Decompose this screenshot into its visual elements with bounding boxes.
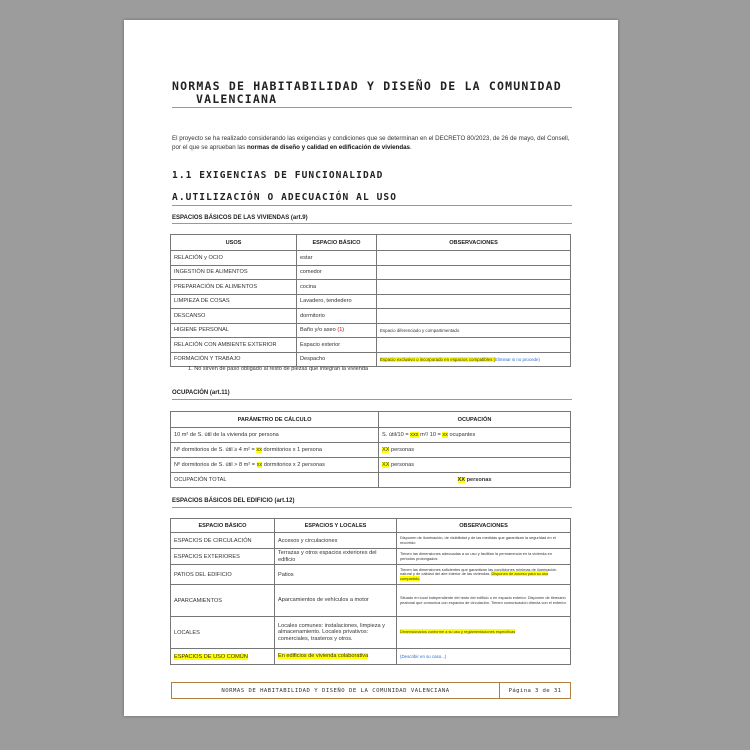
- intro-text-end: .: [410, 144, 412, 151]
- table-row: [171, 617, 571, 649]
- table-row: [171, 352, 571, 367]
- table-row: [171, 280, 571, 295]
- highlight-text: xx: [256, 462, 263, 468]
- vivienda-table: [170, 234, 571, 367]
- page-footer: [171, 682, 571, 699]
- cell-espacio: ESPACIOS EXTERIORES: [171, 549, 275, 565]
- cell-obs: [377, 251, 571, 266]
- cell-obs: [377, 280, 571, 295]
- cell-obs: [377, 294, 571, 309]
- cell-obs: [397, 565, 571, 585]
- table-row: [171, 265, 571, 280]
- cell-espacio: Espacio exterior: [297, 338, 377, 353]
- cell-obs: [397, 617, 571, 649]
- cell-ocupacion: [379, 458, 571, 473]
- cell-obs: [377, 352, 571, 367]
- highlight-text: Espacio exclusivo o incorporado en espacios compatibles (: [380, 356, 495, 362]
- value-text: personas: [389, 447, 415, 453]
- highlight-text: XX: [382, 447, 390, 453]
- col-header: PARÁMETRO DE CÁLCULO: [171, 412, 379, 428]
- placeholder-note: (Describir en su caso...): [400, 653, 447, 659]
- cell-obs: Espacio diferenciado y compartimentado: [377, 323, 571, 338]
- param-text: dormitorios x 1 persona: [261, 447, 322, 453]
- cell-locales: [275, 649, 397, 665]
- cell-uso: HIGIENE PERSONAL: [171, 323, 297, 338]
- param-text: Nº dormitorios de S. útil ≥ 4 m² =: [174, 447, 257, 453]
- table-row: [171, 458, 571, 473]
- cell-ocupacion: [379, 443, 571, 458]
- document-page: [124, 20, 618, 716]
- table-row: [171, 585, 571, 617]
- cell-param: OCUPACIÓN TOTAL: [171, 473, 379, 488]
- table-row: [171, 428, 571, 443]
- cell-uso: DESCANSO: [171, 309, 297, 324]
- table-row: [171, 473, 571, 488]
- table-row: [171, 533, 571, 549]
- cell-espacio: [171, 649, 275, 665]
- vivienda-footnote: 1. No sirven de paso obligado al resto de piezas que integran la vivienda: [188, 366, 369, 372]
- intro-text: El proyecto se ha realizado considerando las exigencias y condiciones que se determinan en el DECRETO 80/2023, de 26 de mayo, del Consell, por el que se aprueban las: [172, 135, 570, 151]
- cell-param: [171, 443, 379, 458]
- cell-obs: [377, 309, 571, 324]
- cell-espacio: dormitorio: [297, 309, 377, 324]
- title-line-1: NORMAS DE HABITABILIDAD Y DISEÑO DE LA COMUNIDAD: [172, 79, 562, 93]
- obs-text: Tienen las dimensiones suficientes que garantizan las condiciones mínimas de iluminación natural y de calidad del aire interior de las viviendas.: [400, 566, 557, 577]
- param-text: dormitorios x 2 personas: [262, 462, 325, 468]
- cell-locales: Accesos y circulaciones: [275, 533, 397, 549]
- espacio-text: Baño y/o aseo: [300, 327, 336, 334]
- cell-param: 10 m² de S. útil de la vivienda por persona: [171, 428, 379, 443]
- value-text: personas: [389, 462, 415, 468]
- title-rule: [172, 107, 572, 108]
- intro-paragraph: [172, 134, 574, 152]
- edificio-heading: ESPACIOS BÁSICOS DEL EDIFICIO (art.12): [172, 498, 295, 504]
- table-row: [171, 294, 571, 309]
- footnote-ref: (1): [337, 327, 345, 334]
- cell-espacio: Despacho: [297, 352, 377, 367]
- value-text: personas: [465, 477, 492, 483]
- cell-uso: RELACIÓN y OCIO: [171, 251, 297, 266]
- highlight-text: XX: [457, 477, 466, 483]
- cell-locales: Locales comunes: instalaciones, limpieza y almacenamiento. Locales privativos: comerciales, trasteros y otros.: [275, 617, 397, 649]
- col-header: ESPACIO BÁSICO: [297, 235, 377, 251]
- cell-espacio: LOCALES: [171, 617, 275, 649]
- highlight-text: Disponen de acceso para su uso compartido.: [400, 571, 549, 581]
- table-row: [171, 443, 571, 458]
- cell-obs: [377, 265, 571, 280]
- table-header: [171, 235, 571, 251]
- col-header: OCUPACIÓN: [379, 412, 571, 428]
- title-line-2: VALENCIANA: [196, 92, 278, 106]
- highlight-text: XX: [382, 462, 390, 468]
- cell-obs: Tienen las dimensiones adecuadas a su uso y facilitan la permanencia en la vivienda en periodos prolongados: [397, 549, 571, 565]
- table-row: [171, 338, 571, 353]
- highlight-text: ESPACIOS DE USO COMÚN: [174, 653, 248, 660]
- col-header: ESPACIOS Y LOCALES: [275, 519, 397, 533]
- cell-uso: PREPARACIÓN DE ALIMENTOS: [171, 280, 297, 295]
- document-title: [172, 80, 592, 106]
- placeholder-note: Eliminar si no procede): [494, 356, 540, 362]
- footer-title: NORMAS DE HABITABILIDAD Y DISEÑO DE LA COMUNIDAD VALENCIANA: [221, 687, 450, 694]
- cell-espacio: APARCAMIENTOS: [171, 585, 275, 617]
- table-row: [171, 549, 571, 565]
- value-text: ocupantes: [447, 432, 476, 438]
- vivienda-rule: [172, 223, 572, 224]
- cell-espacio: Lavadero, tendedero: [297, 294, 377, 309]
- cell-obs: Situado en local independiente del resto del edificio o en espacio exterior. Disponen de itinerario peatonal que comunica con espacios de circulación. Tienen comunicación directa con el exterior.: [397, 585, 571, 617]
- highlight-text: En edificios de vivienda colaborativa: [278, 653, 369, 660]
- cell-ocupacion: [379, 428, 571, 443]
- table-row: [171, 565, 571, 585]
- page-number: Página 3 de 31: [499, 683, 570, 698]
- cell-espacio: PATIOS DEL EDIFICIO: [171, 565, 275, 585]
- vivienda-heading: ESPACIOS BÁSICOS DE LAS VIVIENDAS (art.9): [172, 215, 308, 221]
- col-header: OBSERVACIONES: [397, 519, 571, 533]
- cell-obs: Disponen de iluminación, de visibilidad y de las medidas que garantizan la seguridad en el recorrido: [397, 533, 571, 549]
- table-header: [171, 412, 571, 428]
- ocupacion-heading: OCUPACIÓN (art.11): [172, 390, 230, 396]
- cell-obs: [397, 649, 571, 665]
- highlight-text: xx: [442, 432, 448, 438]
- cell-ocupacion: [379, 473, 571, 488]
- cell-espacio: cocina: [297, 280, 377, 295]
- cell-espacio: ESPACIOS DE CIRCULACIÓN: [171, 533, 275, 549]
- cell-uso: FORMACIÓN Y TRABAJO: [171, 352, 297, 367]
- edificio-rule: [172, 507, 572, 508]
- value-text: S. útil/10 =: [382, 432, 411, 438]
- cell-espacio: comedor: [297, 265, 377, 280]
- cell-param: [171, 458, 379, 473]
- cell-uso: INGESTIÓN DE ALIMENTOS: [171, 265, 297, 280]
- col-header: OBSERVACIONES: [377, 235, 571, 251]
- cell-uso: RELACIÓN CON AMBIENTE EXTERIOR: [171, 338, 297, 353]
- table-row: [171, 323, 571, 338]
- table-row: [171, 649, 571, 665]
- edificio-table: [170, 518, 571, 665]
- col-header: USOS: [171, 235, 297, 251]
- value-text: m²/ 10 =: [418, 432, 443, 438]
- cell-espacio: [297, 323, 377, 338]
- table-row: [171, 251, 571, 266]
- ocupacion-rule: [172, 399, 572, 400]
- cell-locales: Aparcamientos de vehículos a motor: [275, 585, 397, 617]
- table-header: [171, 519, 571, 533]
- intro-bold: normas de diseño y calidad en edificación de viviendas: [247, 144, 410, 151]
- cell-espacio: estar: [297, 251, 377, 266]
- highlight-text: Dimensionados conforme a su uso y reglamentaciones específicas: [400, 629, 516, 635]
- col-header: ESPACIO BÁSICO: [171, 519, 275, 533]
- cell-locales: Patios: [275, 565, 397, 585]
- highlight-text: xxx: [410, 432, 419, 438]
- section-a-rule: [172, 205, 572, 206]
- section-heading-1-1: 1.1 EXIGENCIAS DE FUNCIONALIDAD: [172, 170, 384, 181]
- ocupacion-table: [170, 411, 571, 488]
- table-row: [171, 309, 571, 324]
- cell-uso: LIMPIEZA DE COSAS: [171, 294, 297, 309]
- highlight-text: xx: [256, 447, 262, 453]
- cell-obs: [377, 338, 571, 353]
- param-text: Nº dormitorios de S. útil > 8 m² =: [174, 462, 257, 468]
- section-heading-a: A.UTILIZACIÓN O ADECUACIÓN AL USO: [172, 192, 398, 203]
- cell-locales: Terrazas y otros espacios exteriores del edificio: [275, 549, 397, 565]
